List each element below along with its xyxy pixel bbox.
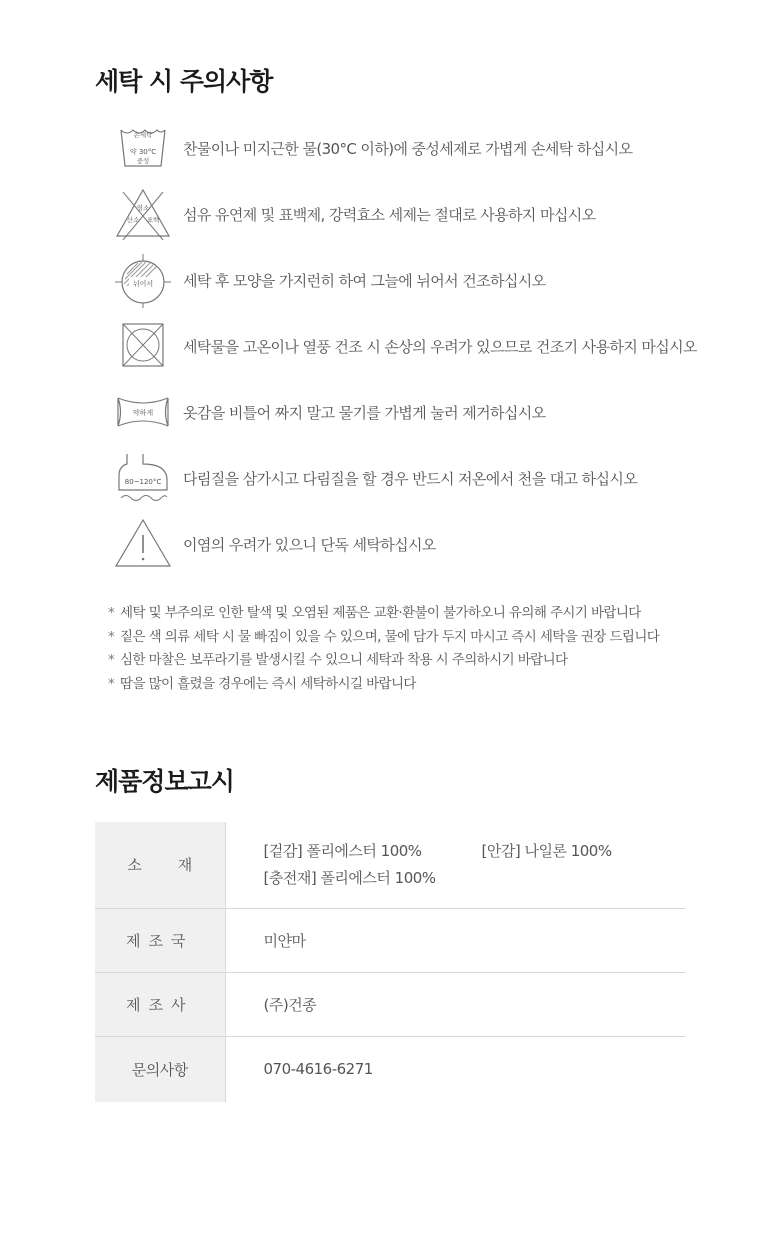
care-note-text: 짙은 색 의류 세탁 시 물 빠짐이 있을 수 있으며, 물에 담가 두지 마시고 즉시 세탁을 권장 드립니다 (120, 628, 660, 645)
table-row (95, 822, 685, 908)
care-note-text: 심한 마찰은 보푸라기를 발생시킬 수 있으니 세탁과 착용 시 주의하시기 바랍니다 (120, 652, 568, 668)
maker-label-text: 제조사 (126, 995, 194, 1014)
care-notes (108, 602, 659, 696)
note-marker: * (108, 628, 115, 645)
care-item-text: 세탁물을 고온이나 열풍 건조 시 손상의 우려가 있으므로 건조기 사용하지 마십시오 (183, 337, 697, 356)
care-item-gentle-wring (113, 384, 713, 440)
material-outer: [겉감] 폴리에스터 100% (263, 841, 422, 860)
no-bleach-icon-label-1: 염소 (136, 204, 150, 212)
care-note (108, 673, 659, 697)
care-note (108, 626, 659, 650)
material-label-text: 소재 (127, 856, 229, 875)
care-item-text: 세탁 후 모양을 가지런히 하여 그늘에 뉘어서 건조하십시오 (183, 271, 546, 290)
table-row (95, 1036, 685, 1102)
no-bleach-icon-label-3: 표백 (146, 216, 160, 224)
warning-icon (113, 516, 173, 572)
care-item-no-bleach (113, 186, 713, 242)
maker-label (95, 972, 225, 1036)
care-item-no-tumble-dry (113, 318, 713, 374)
no-bleach-icon (113, 186, 173, 242)
material-filling: [충전재] 폴리에스터 100% (263, 868, 436, 887)
inquiry-label: 문의사항 (95, 1036, 225, 1102)
care-note (108, 602, 659, 626)
note-marker: * (108, 675, 115, 692)
hand-wash-icon-label-3: 중성 (136, 157, 150, 165)
care-note (108, 649, 659, 673)
no-tumble-dry-icon (113, 318, 173, 374)
hand-wash-icon (113, 120, 173, 176)
hand-wash-icon-label-2: 약 30°C (129, 148, 157, 156)
shade-dry-icon (113, 252, 173, 308)
table-row (95, 972, 685, 1036)
gentle-wring-icon-label: 약하게 (132, 409, 154, 417)
material-value (225, 822, 685, 908)
material-label (95, 822, 229, 908)
shade-dry-icon-label: 뉘어서 (132, 280, 154, 288)
care-item-text: 이염의 우려가 있으니 단독 세탁하십시오 (183, 535, 436, 554)
care-item-warning (113, 516, 713, 572)
note-marker: * (108, 652, 115, 668)
note-marker: * (108, 605, 115, 621)
country-label-text: 제조국 (126, 931, 194, 950)
care-item-text: 찬물이나 미지근한 물(30°C 이하)에 중성세제로 가볍게 손세탁 하십시오 (183, 139, 633, 158)
product-info-table (95, 822, 685, 1102)
country-label (95, 908, 225, 972)
no-bleach-icon-label-2: 산소 (126, 216, 140, 224)
iron-icon-label: 80~120°C (124, 478, 162, 486)
care-item-text: 섬유 유연제 및 표백제, 강력효소 세제는 절대로 사용하지 마십시오 (183, 205, 596, 224)
care-item-shade-dry (113, 252, 713, 308)
care-note-text: 땀을 많이 흘렸을 경우에는 즉시 세탁하시길 바랍니다 (120, 675, 416, 692)
hand-wash-icon-label-1: 손세탁 (133, 131, 153, 139)
product-info-title: 제품정보고시 (95, 767, 234, 796)
country-value: 미얀마 (225, 908, 685, 972)
table-row (95, 908, 685, 972)
inquiry-value: 070-4616-6271 (263, 1060, 373, 1079)
maker-value: (주)건종 (225, 972, 685, 1036)
care-note-text: 세탁 및 부주의로 인한 탈색 및 오염된 제품은 교환·환불이 불가하오니 유의해 주시기 바랍니다 (120, 605, 641, 621)
care-item-text: 옷감을 비틀어 짜지 말고 물기를 가볍게 눌러 제거하십시오 (183, 403, 546, 422)
iron-icon (113, 450, 173, 506)
care-item-hand-wash (113, 120, 713, 176)
material-lining: [안감] 나일론 100% (481, 841, 612, 860)
care-section-title: 세탁 시 주의사항 (95, 67, 273, 96)
care-item-iron (113, 450, 713, 506)
care-item-text: 다림질을 삼가시고 다림질을 할 경우 반드시 저온에서 천을 대고 하십시오 (183, 469, 638, 488)
gentle-wring-icon (113, 384, 173, 440)
